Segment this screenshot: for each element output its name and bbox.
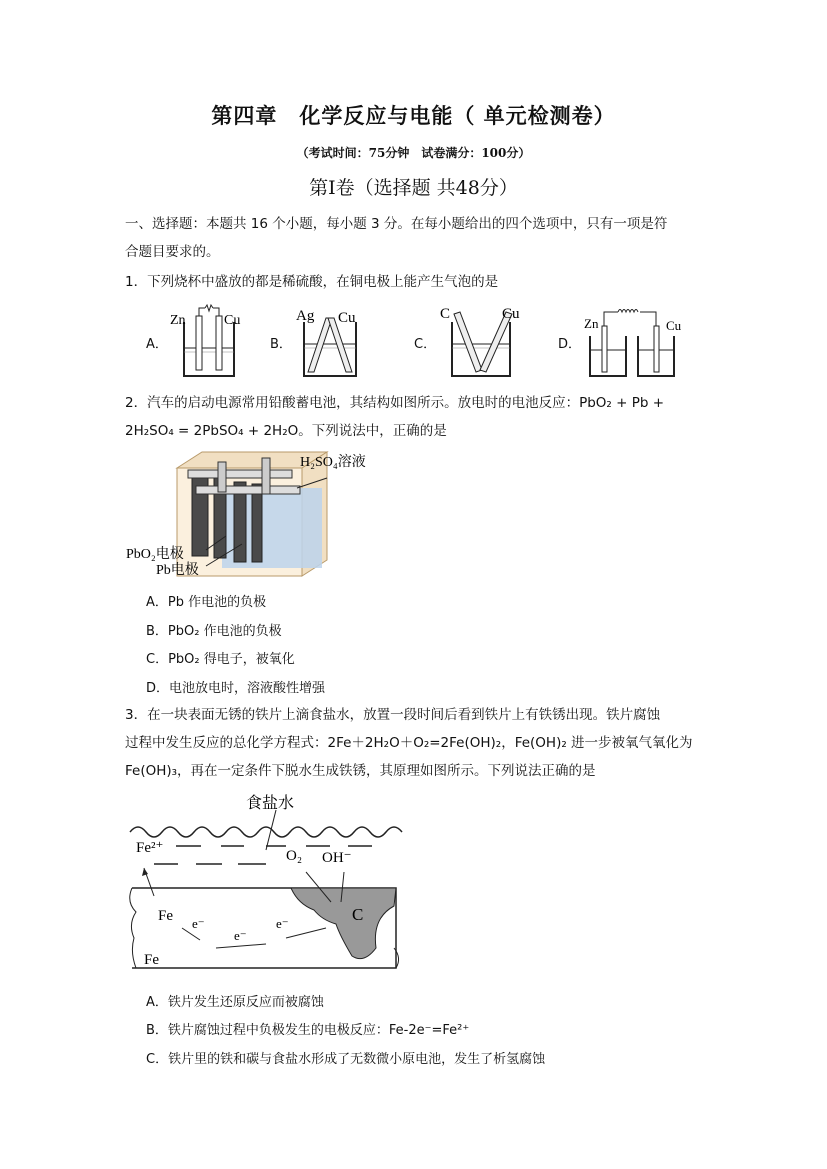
label-electron-2: e⁻ (234, 928, 247, 943)
label-fe2-ion: Fe²⁺ (136, 840, 164, 856)
q1-option-b-letter: B． (270, 337, 292, 352)
label-carbon: C (352, 905, 364, 924)
battery-solution-label: H₂SO₄溶液 (300, 455, 366, 470)
q1-option-d-letter: D． (558, 337, 582, 352)
q3-option-c: C．铁片里的铁和碳与食盐水形成了无数微小原电池，发生了析氢腐蚀 (146, 1052, 546, 1067)
label-salt-water: 食盐水 (246, 795, 295, 812)
q3-option-b: B．铁片腐蚀过程中负极发生的电极反应：Fe-2e⁻=Fe²⁺ (146, 1023, 470, 1038)
q2-stem-line1: 2．汽车的启动电源常用铅酸蓄电池，其结构如图所示。放电时的电池反应：PbO₂ + Pb + (125, 395, 665, 411)
beaker-c-figure (436, 300, 526, 380)
iron-corrosion-figure (126, 788, 416, 988)
q3-stem-line3: Fe(OH)₃，再在一定条件下脱水生成铁锈，其原理如图所示。下列说法正确的是 (125, 763, 596, 779)
q3-stem-line2: 过程中发生反应的总化学方程式：2Fe＋2H₂O＋O₂=2Fe(OH)₂，Fe(OH)₂ 进一步被氧气氧化为 (125, 735, 693, 751)
lead-acid-battery-figure (122, 448, 382, 583)
beaker-d-figure (578, 300, 694, 380)
label-electron-3: e⁻ (276, 916, 289, 931)
instructions-line1: 一、选择题：本题共 16 个小题，每小题 3 分。在每小题给出的四个选项中，只有一项是符 (125, 216, 668, 232)
label-hydroxide: OH⁻ (322, 850, 352, 866)
section-title: 第I卷（选择题 共48分） (309, 177, 518, 199)
q2-option-a: A．Pb 作电池的负极 (146, 595, 267, 610)
q3-option-a: A．铁片发生还原反应而被腐蚀 (146, 995, 324, 1010)
exam-info: （考试时间：75分钟 试卷满分：100分） (296, 146, 531, 160)
beaker-a-left-label: Zn (170, 313, 186, 328)
battery-pb-label: Pb电极 (156, 563, 199, 578)
q2-option-b: B．PbO₂ 作电池的负极 (146, 624, 282, 639)
q2-stem-line2: 2H₂SO₄ = 2PbSO₄ + 2H₂O。下列说法中，正确的是 (125, 423, 447, 439)
beaker-d-right-label: Cu (666, 318, 682, 333)
q1-stem: 1．下列烧杯中盛放的都是稀硫酸，在铜电极上能产生气泡的是 (125, 274, 499, 290)
beaker-d-left-label: Zn (584, 316, 599, 331)
beaker-c-left-label: C (440, 306, 451, 322)
q1-option-a-letter: A． (146, 337, 168, 352)
beaker-a-figure (168, 300, 248, 380)
q3-stem-line1: 3．在一块表面无锈的铁片上滴食盐水，放置一段时间后看到铁片上有铁锈出现。铁片腐蚀 (125, 707, 661, 723)
label-iron: Fe (158, 908, 173, 924)
instructions-line2: 合题目要求的。 (125, 244, 220, 260)
q2-option-d: D．电池放电时，溶液酸性增强 (146, 681, 326, 696)
page-title: 第四章 化学反应与电能（ 单元检测卷） (211, 103, 616, 128)
label-iron-bottom: Fe (144, 952, 159, 968)
q1-option-c-letter: C． (414, 337, 437, 352)
beaker-b-figure (292, 300, 372, 380)
battery-pbo2-label: PbO₂电极 (126, 547, 184, 562)
beaker-c-right-label: Cu (502, 306, 520, 322)
q2-option-c: C．PbO₂ 得电子，被氧化 (146, 652, 295, 667)
beaker-b-right-label: Cu (338, 310, 356, 326)
beaker-a-right-label: Cu (224, 313, 241, 328)
beaker-b-left-label: Ag (296, 308, 315, 324)
label-electron-1: e⁻ (192, 916, 205, 931)
label-oxygen: O₂ (286, 848, 303, 864)
